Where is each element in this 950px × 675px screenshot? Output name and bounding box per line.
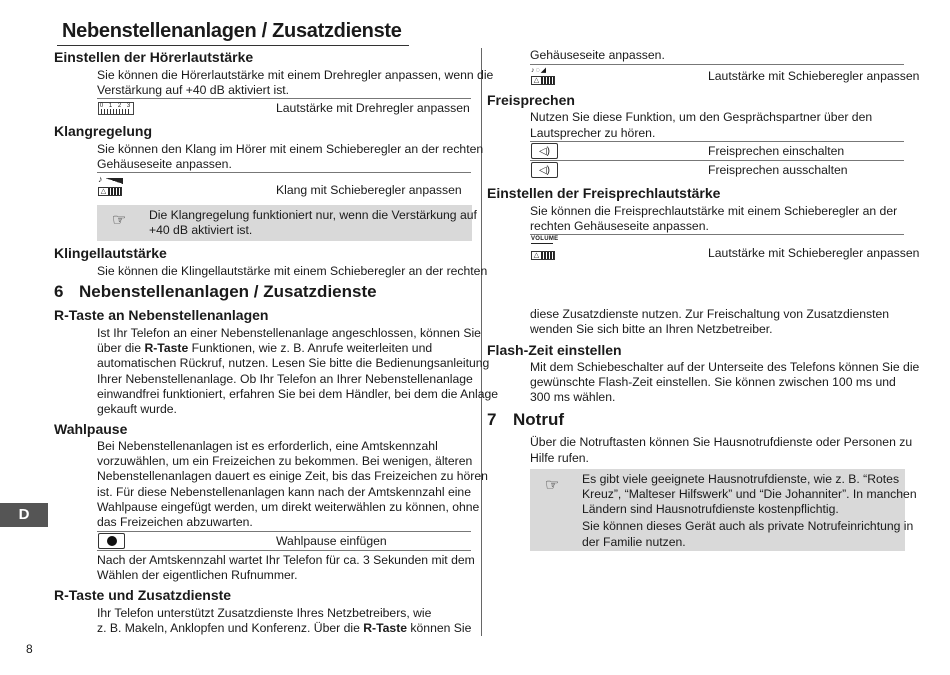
heading-freisprechen: Freisprechen bbox=[487, 92, 575, 108]
func-freisprechen-off: Freisprechen ausschalten bbox=[708, 163, 848, 177]
r-taste-bold: R-Taste bbox=[363, 621, 408, 635]
rtaste-line-2-pre: über die bbox=[97, 341, 145, 355]
zusatz-line-2-post: können Sie bbox=[407, 621, 472, 635]
row-rule bbox=[97, 172, 471, 173]
row-rule bbox=[530, 141, 904, 142]
klang-text-2: Gehäuseseite anpassen. bbox=[97, 157, 232, 171]
slider-icon bbox=[531, 76, 555, 85]
page-title: Nebenstellenanlagen / Zusatzdienste bbox=[62, 20, 402, 42]
volume-dial-icon bbox=[98, 102, 134, 115]
section-7-title: Notruf bbox=[513, 410, 564, 429]
music-note-icon: ♪ bbox=[98, 174, 103, 184]
freisprechen-line-2: Lautsprecher zu hören. bbox=[530, 126, 656, 140]
dial-digits: 0 1 2 3 bbox=[99, 103, 133, 109]
heading-freisprechlautstaerke: Einstellen der Freisprechlautstärke bbox=[487, 185, 721, 201]
notruf-line-2: Hilfe rufen. bbox=[530, 451, 589, 465]
heading-klingellautstaerke: Klingellautstärke bbox=[54, 245, 167, 261]
func-wahlpause: Wahlpause einfügen bbox=[276, 534, 387, 548]
zusatz-cont-1: diese Zusatzdienste nutzen. Zur Freischaltung von Zusatzdiensten bbox=[530, 307, 890, 321]
wahlpause-line-5: Wahlpause eingefügt werden, um direkt weiterwählen zu können, ohne bbox=[97, 500, 480, 514]
rtaste-line-5: einwandfrei funktioniert, erfahren Sie bei dem Händler, bei dem die Anlage bbox=[97, 387, 499, 401]
func-klingel: Lautstärke mit Schieberegler anpassen bbox=[708, 69, 920, 83]
heading-flash-zeit: Flash-Zeit einstellen bbox=[487, 342, 622, 358]
freisprech-vol-line-2: rechten Gehäuseseite anpassen. bbox=[530, 219, 709, 233]
flash-line-1: Mit dem Schiebeschalter auf der Unterseite des Telefons können Sie die bbox=[530, 360, 920, 374]
triangle-icon: △ bbox=[533, 252, 540, 259]
rtaste-line-1: Ist Ihr Telefon an einer Nebenstellenanlage angeschlossen, können Sie bbox=[97, 326, 481, 340]
freisprechen-line-1: Nutzen Sie diese Funktion, um den Gesprächspartner über den bbox=[530, 110, 873, 124]
triangle-icon: △ bbox=[100, 188, 107, 195]
rtaste-line-6: gekauft wurde. bbox=[97, 402, 177, 416]
notruf-note-2: Kreuz”, “Malteser Hilfswerk” und “Die Johanniter”. In manchen bbox=[582, 487, 917, 501]
wahlpause-after-1: Nach der Amtskennzahl wartet Ihr Telefon für ca. 3 Sekunden mit dem bbox=[97, 553, 475, 567]
heading-hoererlautstaerke: Einstellen der Hörerlautstärke bbox=[54, 49, 254, 65]
triangle-icon: △ bbox=[533, 77, 540, 84]
freisprech-vol-line-1: Sie können die Freisprechlautstärke mit einem Schieberegler an der bbox=[530, 204, 898, 218]
pause-button-icon bbox=[98, 533, 125, 549]
wahlpause-line-3: Nebenstellenanlagen dauert es einige Zeit, bis das Freizeichen zu hören bbox=[97, 469, 488, 483]
row-rule bbox=[97, 550, 471, 551]
klingel-text-1: Sie können die Klingellautstärke mit einem Schieberegler an der rechten bbox=[97, 264, 488, 278]
pause-dot bbox=[107, 536, 117, 546]
volume-label-icon: VOLUME bbox=[531, 236, 559, 242]
column-divider bbox=[481, 48, 482, 636]
tone-slider-icon bbox=[98, 174, 123, 184]
hoerer-text-1: Sie können die Hörerlautstärke mit einem Drehregler anpassen, wenn die bbox=[97, 68, 494, 82]
section-6-number: 6 bbox=[54, 282, 64, 301]
speaker-button-icon: ◁) bbox=[531, 143, 558, 159]
r-taste-bold: R-Taste bbox=[144, 341, 189, 355]
slider-bars bbox=[541, 252, 554, 259]
notruf-note-4: Sie können dieses Gerät auch als private Notrufeinrichtung in bbox=[582, 519, 914, 533]
wedge-icon bbox=[105, 178, 123, 184]
wahlpause-after-2: Wählen der eigentlichen Rufnummer. bbox=[97, 568, 298, 582]
heading-klangregelung: Klangregelung bbox=[54, 123, 153, 139]
title-divider bbox=[57, 45, 409, 46]
rtaste-line-2 bbox=[97, 341, 432, 356]
func-hoerer: Lautstärke mit Drehregler anpassen bbox=[276, 101, 470, 115]
slider-icon bbox=[98, 187, 122, 196]
slider-bars bbox=[108, 188, 121, 195]
slider-bars bbox=[541, 77, 554, 84]
func-freisprech-vol: Lautstärke mit Schieberegler anpassen bbox=[708, 246, 920, 260]
wahlpause-line-4: ist. Für diese Nebenstellenanlagen kann nach der Amtskennzahl eine bbox=[97, 485, 471, 499]
section-7-number: 7 bbox=[487, 410, 497, 429]
zusatz-line-2-pre: z. B. Makeln, Anklopfen und Konferenz. Über die bbox=[97, 621, 364, 635]
hand-pointing-icon: ☞ bbox=[112, 212, 127, 229]
rtaste-line-2-post: Funktionen, wie z. B. Anrufe weiterleiten und bbox=[188, 341, 433, 355]
rtaste-line-4: Ihrer Nebenstellenanlage. Ob Ihr Telefon an Ihrer Nebenstellenanlage bbox=[97, 372, 473, 386]
note-klang-1: Die Klangregelung funktioniert nur, wenn die Verstärkung auf bbox=[149, 208, 477, 222]
page-number: 8 bbox=[26, 642, 33, 656]
func-freisprechen-on: Freisprechen einschalten bbox=[708, 144, 845, 158]
dial-ticks bbox=[101, 109, 131, 114]
notruf-note-5: der Familie nutzen. bbox=[582, 535, 686, 549]
wahlpause-line-1: Bei Nebenstellenanlagen ist es erforderlich, eine Amtskennzahl bbox=[97, 439, 438, 453]
rtaste-line-3: automatischen Rückruf, nutzen. Lesen Sie bitte die Bedienungsanleitung bbox=[97, 356, 490, 370]
zusatz-line-2 bbox=[97, 621, 471, 636]
hand-pointing-icon: ☞ bbox=[545, 477, 560, 494]
language-tab: D bbox=[0, 503, 48, 527]
speaker-button-icon: ◁) bbox=[531, 162, 558, 178]
wahlpause-line-6: das Freizeichen abzuwarten. bbox=[97, 515, 253, 529]
klang-text-1: Sie können den Klang im Hörer mit einem Schieberegler an der rechten bbox=[97, 142, 484, 156]
row-rule bbox=[530, 64, 904, 65]
heading-r-taste: R-Taste an Nebenstellenanlagen bbox=[54, 307, 269, 323]
row-rule bbox=[530, 160, 904, 161]
flash-line-2: gewünschte Flash-Zeit einstellen. Sie können zwischen 100 ms und bbox=[530, 375, 896, 389]
row-rule bbox=[97, 531, 471, 532]
hoerer-text-2: Verstärkung auf +40 dB aktiviert ist. bbox=[97, 83, 290, 97]
section-6-title: Nebenstellenanlagen / Zusatzdienste bbox=[79, 282, 377, 301]
slider-icon bbox=[531, 251, 555, 260]
notruf-note-1: Es gibt viele geeignete Hausnotrufdienste, wie z. B. “Rotes bbox=[582, 472, 900, 486]
notruf-line-1: Über die Notruftasten können Sie Hausnotrufdienste oder Personen zu bbox=[530, 435, 913, 449]
row-rule bbox=[530, 234, 904, 235]
heading-zusatzdienste: R-Taste und Zusatzdienste bbox=[54, 587, 232, 603]
wahlpause-line-2: vorzuwählen, um ein Freizeichen zu bekommen. Bei wenigen, älteren bbox=[97, 454, 473, 468]
func-klang: Klang mit Schieberegler anpassen bbox=[276, 183, 462, 197]
row-rule bbox=[97, 98, 471, 99]
bell-icon: ♪◌◢ bbox=[531, 67, 548, 74]
note-klang-2: +40 dB aktiviert ist. bbox=[149, 223, 253, 237]
heading-wahlpause: Wahlpause bbox=[54, 421, 128, 437]
zusatz-cont-2: wenden Sie sich bitte an Ihren Netzbetreiber. bbox=[530, 322, 773, 336]
klingel-cont: Gehäuseseite anpassen. bbox=[530, 48, 665, 62]
zusatz-line-1: Ihr Telefon unterstützt Zusatzdienste Ihres Netzbetreibers, wie bbox=[97, 606, 432, 620]
flash-line-3: 300 ms wählen. bbox=[530, 390, 616, 404]
notruf-note-3: Ländern sind Hausnotrufdienste kostenpflichtig. bbox=[582, 502, 839, 516]
